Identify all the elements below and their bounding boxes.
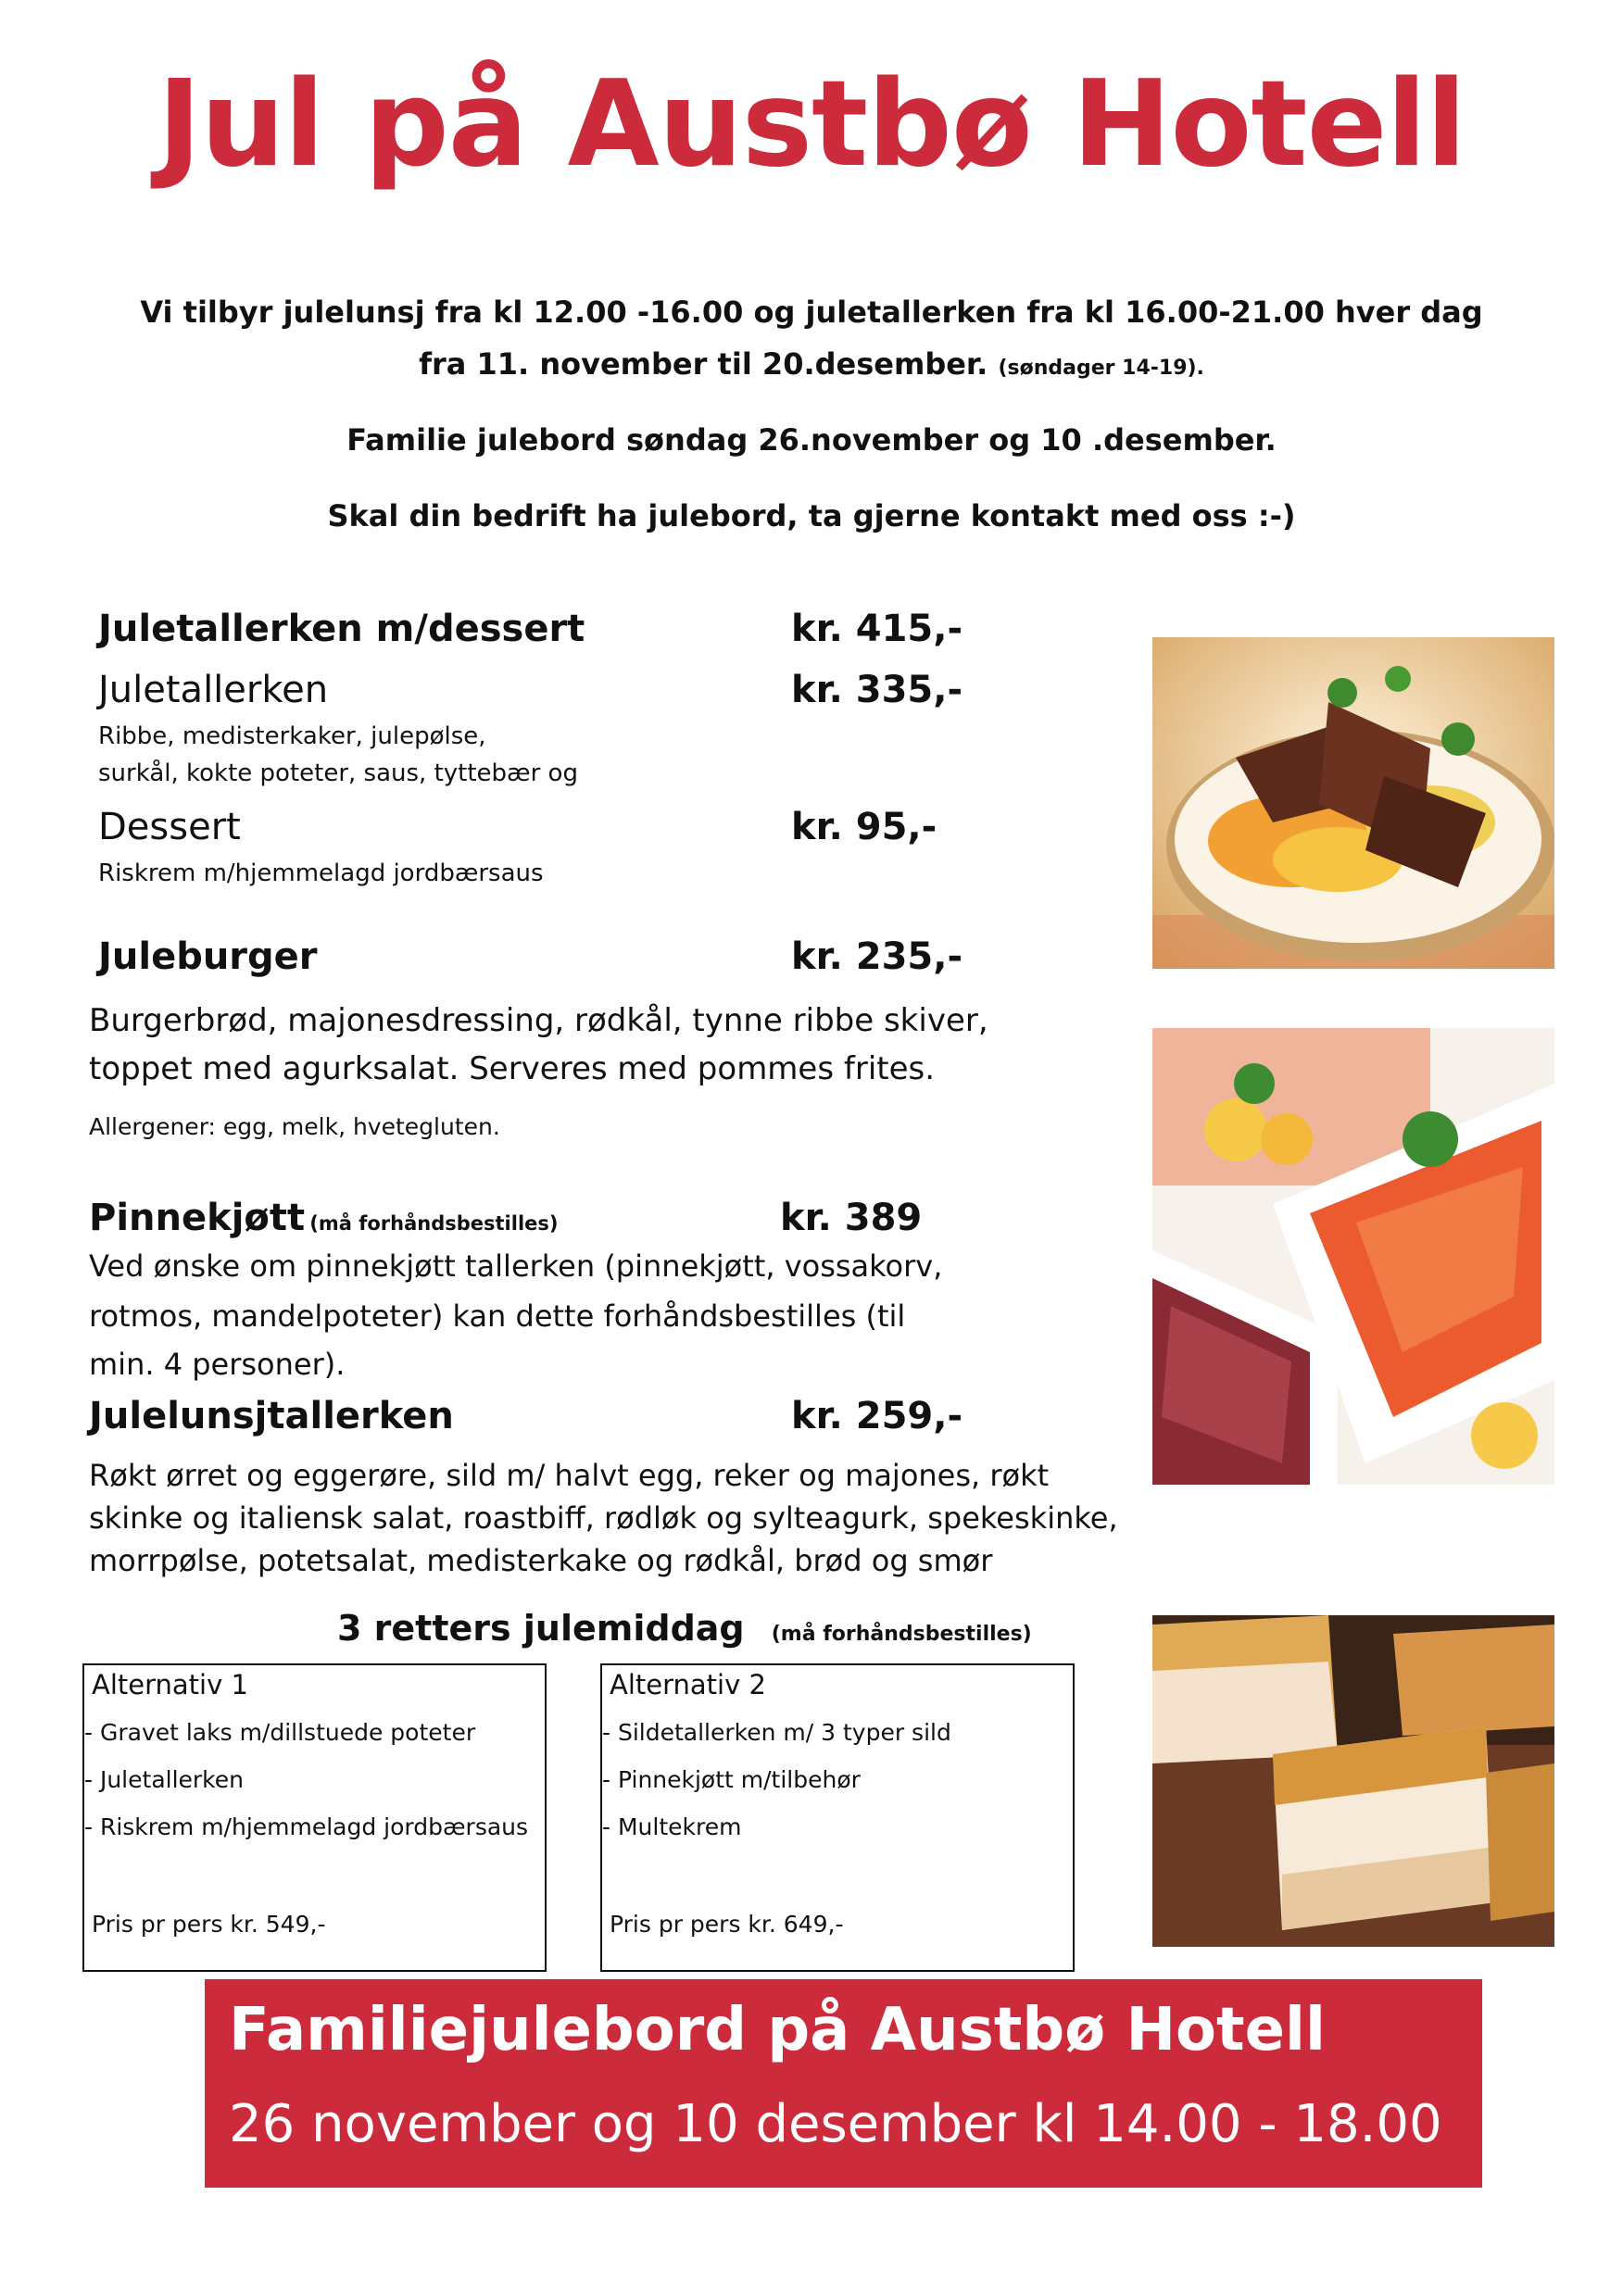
three-course-heading <box>337 1608 1032 1649</box>
item-juletallerken-desc-2: surkål, kokte poteter, saus, tyttebær og <box>98 759 578 787</box>
banner-subtitle: 26 november og 10 desember kl 14.00 - 18.00 <box>229 2094 1442 2154</box>
alt2-item-1: - Sildetallerken m/ 3 typer sild <box>602 1719 951 1746</box>
photo-ribbe-plate <box>1152 637 1554 969</box>
item-dessert-price: kr. 95,- <box>791 806 937 848</box>
item-pinnekjott-heading <box>89 1197 558 1239</box>
alt1-item-1: - Gravet laks m/dillstuede poteter <box>84 1719 476 1746</box>
photo-cold-platter <box>1152 1028 1554 1485</box>
item-pinnekjott-price: kr. 389 <box>780 1197 923 1239</box>
item-juletallerken-price: kr. 335,- <box>791 669 963 711</box>
item-pinnekjott-note: (må forhåndsbestilles) <box>309 1212 559 1235</box>
item-juletallerken-dessert-name: Juletallerken m/dessert <box>98 608 585 650</box>
item-pinnekjott-desc-3: min. 4 personer). <box>89 1347 346 1382</box>
alt2-item-2: - Pinnekjøtt m/tilbehør <box>602 1766 861 1793</box>
intro-sunday-note: (søndager 14-19). <box>998 357 1204 380</box>
menu-alternative-1 <box>82 1663 547 1972</box>
item-julelunsj-desc-2: skinke og italiensk salat, roastbiff, rødløk og sylteagurk, spekeskinke, <box>89 1500 1118 1536</box>
alt2-header: Alternativ 2 <box>610 1669 766 1700</box>
menu-alternative-2 <box>600 1663 1075 1972</box>
alt1-header: Alternativ 1 <box>92 1669 248 1700</box>
alt1-item-3: - Riskrem m/hjemmelagd jordbærsaus <box>84 1813 529 1840</box>
intro-line-2 <box>0 346 1623 382</box>
item-pinnekjott-desc-2: rotmos, mandelpoteter) kan dette forhåndsbestilles (til <box>89 1299 906 1334</box>
alt2-price: Pris pr pers kr. 649,- <box>610 1911 844 1938</box>
alt1-price: Pris pr pers kr. 549,- <box>92 1911 326 1938</box>
banner-title: Familiejulebord på Austbø Hotell <box>229 1996 1326 2064</box>
item-pinnekjott-desc-1: Ved ønske om pinnekjøtt tallerken (pinnekjøtt, vossakorv, <box>89 1248 943 1284</box>
page-title: Jul på Austbø Hotell <box>157 56 1466 194</box>
photo-pork-belly <box>1152 1615 1554 1947</box>
intro-dates: fra 11. november til 20.desember. <box>419 346 988 382</box>
item-julelunsj-price: kr. 259,- <box>791 1395 963 1437</box>
item-juletallerken-dessert-price: kr. 415,- <box>791 608 963 650</box>
family-julebord-banner <box>205 1979 1482 2188</box>
alt2-item-3: - Multekrem <box>602 1813 742 1840</box>
item-julelunsj-desc-3: morrpølse, potetsalat, medisterkake og rødkål, brød og smør <box>89 1543 993 1578</box>
item-juletallerken-desc-1: Ribbe, medisterkaker, julepølse, <box>98 722 486 750</box>
intro-family-julebord: Familie julebord søndag 26.november og 10 .desember. <box>346 422 1277 458</box>
three-course-title: 3 retters julemiddag <box>337 1608 745 1649</box>
item-julelunsj-name: Julelunsjtallerken <box>89 1395 454 1437</box>
item-juleburger-allergens: Allergener: egg, melk, hvetegluten. <box>89 1113 500 1140</box>
item-juleburger-desc-2: toppet med agurksalat. Serveres med pommes frites. <box>89 1050 936 1087</box>
item-dessert-desc: Riskrem m/hjemmelagd jordbærsaus <box>98 859 544 887</box>
intro-line-1: Vi tilbyr julelunsj fra kl 12.00 -16.00 og juletallerken fra kl 16.00-21.00 hver dag <box>140 295 1483 330</box>
alt1-item-2: - Juletallerken <box>84 1766 244 1793</box>
item-julelunsj-desc-1: Røkt ørret og eggerøre, sild m/ halvt egg, reker og majones, røkt <box>89 1458 1050 1493</box>
intro-contact: Skal din bedrift ha julebord, ta gjerne kontakt med oss :-) <box>327 498 1296 533</box>
item-juleburger-desc-1: Burgerbrød, majonesdressing, rødkål, tynne ribbe skiver, <box>89 1002 988 1039</box>
item-pinnekjott-name: Pinnekjøtt <box>89 1197 306 1239</box>
item-dessert-name: Dessert <box>98 806 241 848</box>
item-juleburger-name: Juleburger <box>98 935 318 978</box>
three-course-note: (må forhåndsbestilles) <box>771 1623 1032 1646</box>
item-juleburger-price: kr. 235,- <box>791 935 963 978</box>
item-juletallerken-name: Juletallerken <box>98 669 329 711</box>
